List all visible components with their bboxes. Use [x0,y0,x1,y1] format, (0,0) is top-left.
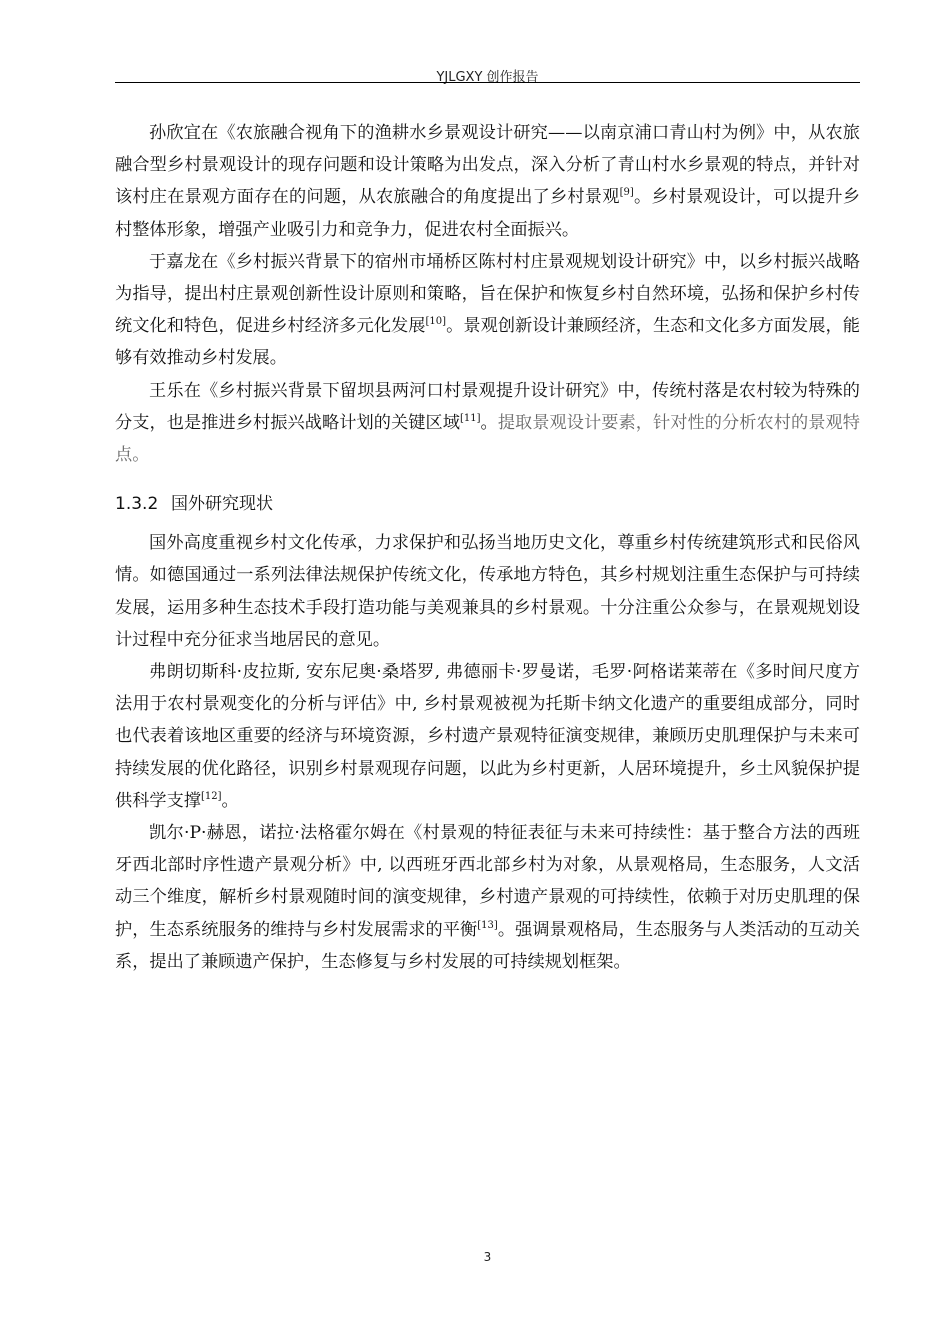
section-number: 1.3.2 [115,494,159,515]
citation-ref: [11] [459,412,481,424]
paragraph-text: 。 [480,412,498,433]
paragraph-hearn [115,817,860,978]
paragraph-sun-xinyi [115,117,860,246]
paragraph-foreign-overview [115,527,860,656]
page-number: 3 [483,1250,492,1264]
paragraph-grey-text: 提取景观设计要素，针对性的分析农村的景观特点。 [115,412,860,466]
paragraph-text: 。乡村景观设计，可以提升乡村整体形象，增强产业吸引力和竞争力，促进农村全面振兴。 [115,187,860,240]
page-body [115,117,860,978]
section-title: 国外研究现状 [171,494,273,515]
citation-ref: [13] [477,919,498,931]
paragraph-text: 。强调景观格局，生态服务与人类活动的互动关系，提出了兼顾遗产保护，生态修复与乡村发展的可持续规划框架。 [115,919,860,972]
paragraph-text: 孙欣宜在《农旅融合视角下的渔耕水乡景观设计研究——以南京浦口青山村为例》中，从农旅融合型乡村景观设计的现存问题和设计策略为出发点，深入分析了青山村水乡景观的特点，并针对该村庄在景观方面存在的问题，从农旅融合的角度提出了乡村景观 [115,123,860,208]
paragraph-yu-jialong [115,246,860,375]
page-header: YJLGXY 创作报告 [436,70,539,85]
paragraph-text: 于嘉龙在《乡村振兴背景下的宿州市埇桥区陈村村庄景观规划设计研究》中，以乡村振兴战略为指导，提出村庄景观创新性设计原则和策略，旨在保护和恢复乡村自然环境，弘扬和保护乡村传统文化和特色，促进乡村经济多元化发展 [115,251,860,337]
paragraph-text: 弗朗切斯科·皮拉斯, 安东尼奥·桑塔罗, 弗德丽卡·罗曼诺，毛罗·阿格诺莱蒂在《多时间尺度方法用于农村景观变化的分析与评估》中, 乡村景观被视为托斯卡纳文化遗产的重要组成部分，同时也代表着该地区重要的经济与环境资源，乡村遗产景观特征演变规律，兼顾历史肌理保护与未来可持续发展的优化路径，识别乡村景观现存问题，以此为乡村更新，人居环境提升，乡土风貌保护提供科学支撑 [115,662,860,811]
paragraph-text: 国外高度重视乡村文化传承，力求保护和弘扬当地历史文化，尊重乡村传统建筑形式和民俗风情。如德国通过一系列法律法规保护传统文化，传承地方特色，其乡村规划注重生态保护与可持续发展，运用多种生态技术手段打造功能与美观兼具的乡村景观。十分注重公众参与，在景观规划设计过程中充分征求当地居民的意见。 [115,533,860,650]
citation-ref: [12] [200,790,222,802]
paragraph-piras [115,656,860,817]
paragraph-text: 。景观创新设计兼顾经济，生态和文化多方面发展，能够有效推动乡村发展。 [115,316,860,369]
paragraph-text: 凯尔·P·赫恩，诺拉·法格霍尔姆在《村景观的特征表征与未来可持续性：基于整合方法的西班牙西北部时序性遗产景观分析》中, 以西班牙西北部乡村为对象，从景观格局，生态服务，人文活动三个维度，解析乡村景观随时间的演变规律，乡村遗产景观的可持续性，依赖于对历史肌理的保护，生态系统服务的维持与乡村发展需求的平衡 [115,823,860,940]
paragraph-text: 。 [221,790,239,811]
citation-ref: [10] [425,316,447,328]
citation-ref: [9] [619,187,634,199]
paragraph-text: 王乐在《乡村振兴背景下留坝县两河口村景观提升设计研究》中，传统村落是农村较为特殊的分支，也是推进乡村振兴战略计划的关键区域 [115,380,860,433]
section-heading [115,489,860,519]
paragraph-wang-le [115,375,860,472]
header-rule [115,82,860,83]
